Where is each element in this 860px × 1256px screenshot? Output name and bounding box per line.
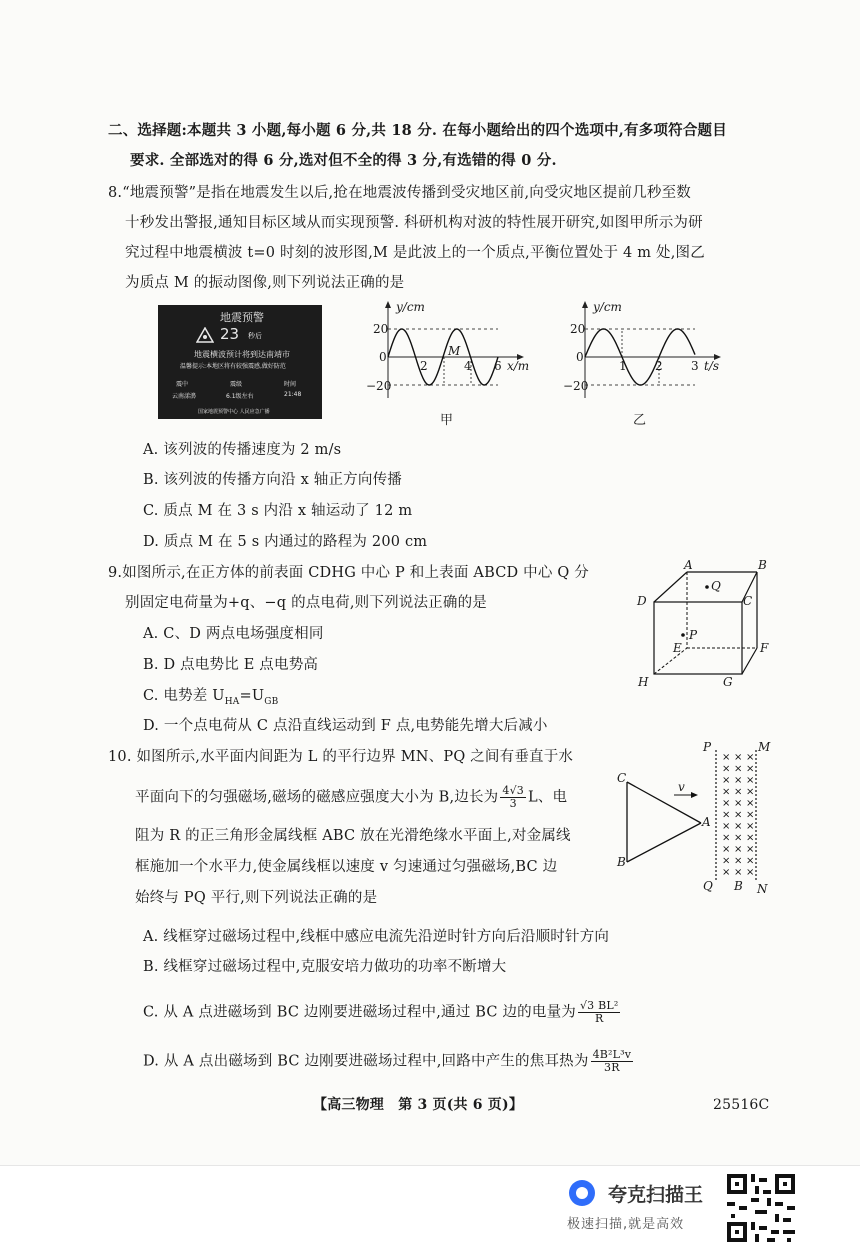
- field-x-mark: ×: [722, 809, 731, 821]
- alert-label-magnitude: 震级: [230, 381, 243, 388]
- field-x-mark: ×: [722, 867, 731, 878]
- q10-option-d-den: 3R: [604, 1061, 620, 1074]
- fig10-label-p: P: [703, 740, 712, 754]
- q8-line1: 8.“地震预警”是指在地震发生以后,抢在地震波传播到受灾地区前,向受灾地区提前几秒至数: [108, 185, 691, 201]
- yi-caption: 乙: [633, 413, 647, 428]
- field-marks: [722, 752, 754, 878]
- q10-line2b: L、电: [528, 789, 568, 806]
- q10-option-d-num: 4B²L³v: [592, 1048, 632, 1061]
- field-x-mark: ×: [734, 809, 743, 821]
- field-x-mark: ×: [734, 867, 743, 878]
- fig10-label-a: A: [702, 815, 711, 829]
- field-x-mark: ×: [722, 821, 731, 832]
- field-x-mark: ×: [734, 821, 743, 832]
- q9-option-c: [143, 686, 278, 712]
- q8-line4: 为质点 M 的振动图像,则下列说法正确的是: [125, 275, 405, 291]
- scanner-slogan: 极速扫描,就是高效: [567, 1217, 685, 1232]
- cube-point-q: [705, 585, 709, 589]
- fig10-label-c: C: [617, 771, 627, 785]
- q10-line5: 始终与 PQ 平行,则下列说法正确的是: [135, 890, 378, 906]
- magnetic-field-figure: [616, 740, 776, 890]
- q8-option-b: B. 该列波的传播方向沿 x 轴正方向传播: [143, 472, 402, 488]
- alert-seconds-unit: 秒后: [248, 332, 262, 340]
- fig10-label-q: Q: [703, 879, 713, 893]
- alert-value-time: 21:48: [284, 391, 302, 398]
- cube-label-q: Q: [711, 579, 721, 593]
- jia-xlabel: x/m: [507, 359, 530, 373]
- q10-option-c-den: R: [594, 1012, 604, 1025]
- jia-ytick-0: 0: [379, 350, 387, 364]
- quark-logo-inner: [576, 1187, 588, 1199]
- field-x-mark: ×: [722, 763, 731, 775]
- yi-xtick-3: 3: [691, 359, 699, 373]
- field-x-mark: ×: [722, 786, 731, 798]
- cube-figure: [645, 560, 775, 690]
- scanner-brand: 夸克扫描王: [608, 1184, 704, 1206]
- warning-icon: [196, 327, 214, 343]
- jia-ytick-20: 20: [373, 322, 389, 336]
- field-x-mark: ×: [734, 798, 743, 809]
- cube-label-b: B: [758, 558, 767, 572]
- jia-caption: 甲: [440, 413, 454, 428]
- yi-y-arrow: [582, 301, 588, 308]
- q9-option-b: B. D 点电势比 E 点电势高: [143, 657, 319, 673]
- yi-ytick-neg20: −20: [563, 379, 589, 393]
- alert-footer: 国家地震预警中心 人民应急广播: [198, 409, 270, 415]
- field-x-mark: ×: [722, 752, 731, 763]
- field-x-mark: ×: [746, 867, 755, 878]
- q8-line2: 十秒发出警报,通知目标区域从而实现预警. 科研机构对波的特性展开研究,如图甲所示为研: [125, 215, 703, 231]
- cube-label-h: H: [638, 675, 649, 689]
- field-x-mark: ×: [746, 855, 755, 867]
- field-x-mark: ×: [734, 775, 743, 786]
- triangle-side-ca: [627, 782, 701, 823]
- jia-xtick-4: 4: [464, 359, 472, 373]
- fig10-label-m: M: [758, 740, 771, 754]
- q9-option-c-text: C. 电势差 U: [143, 688, 225, 704]
- q8-line3: 究过程中地震横波 t=0 时刻的波形图,M 是此波上的一个质点,平衡位置处于 4 m 处,图乙: [125, 245, 705, 261]
- jia-point-m: M: [448, 344, 461, 358]
- field-x-mark: ×: [722, 855, 731, 867]
- alert-value-magnitude: 6.1级左右: [226, 393, 254, 400]
- cube-label-d: D: [637, 594, 647, 608]
- field-x-mark: ×: [734, 752, 743, 763]
- q10-option-d-text: D. 从 A 点出磁场到 BC 边刚要进磁场过程中,回路中产生的焦耳热为: [143, 1053, 589, 1070]
- field-x-mark: ×: [746, 809, 755, 821]
- cube-edge-gf: [742, 648, 757, 674]
- q10-option-c-num: √3 BL²: [579, 999, 619, 1012]
- cube-point-p: [681, 633, 685, 637]
- q8-option-c: C. 质点 M 在 3 s 内沿 x 轴运动了 12 m: [143, 503, 413, 519]
- section-header-line2: 要求. 全部选对的得 6 分,选对但不全的得 3 分,有选错的得 0 分.: [130, 152, 557, 169]
- jia-y-arrow: [385, 301, 391, 308]
- q10-option-c-text: C. 从 A 点进磁场到 BC 边刚要进磁场过程中,通过 BC 边的电量为: [143, 1004, 576, 1021]
- field-x-mark: ×: [746, 786, 755, 798]
- yi-xtick-2: 2: [655, 359, 663, 373]
- q10-option-d: [143, 1049, 635, 1074]
- field-x-mark: ×: [722, 798, 731, 809]
- yi-ytick-20: 20: [570, 322, 586, 336]
- q9-option-a: A. C、D 两点电场强度相同: [143, 626, 324, 642]
- triangle-side-ba: [627, 823, 701, 862]
- cube-label-c: C: [743, 594, 753, 608]
- fig10-label-n: N: [757, 882, 768, 896]
- q10-side-den: 3: [509, 797, 517, 810]
- q8-option-d: D. 质点 M 在 5 s 内通过的路程为 200 cm: [143, 534, 428, 550]
- q10-line4: 框施加一个水平力,使金属线框以速度 v 匀速通过匀强磁场,BC 边: [135, 859, 558, 875]
- q9-option-c-sub1: HA: [224, 696, 240, 707]
- cube-edge-da: [654, 572, 687, 602]
- field-x-mark: ×: [734, 855, 743, 867]
- fig10-label-v: v: [678, 780, 685, 794]
- jia-ytick-neg20: −20: [366, 379, 392, 393]
- yi-xtick-1: 1: [619, 359, 627, 373]
- alert-label-time: 时间: [284, 381, 297, 388]
- q9-line2: 别固定电荷量为+q、−q 的点电荷,则下列说法正确的是: [125, 595, 487, 611]
- yi-xlabel: t/s: [704, 359, 720, 373]
- cube-label-e: E: [673, 641, 682, 655]
- alert-value-epicenter: 云南漾濞: [172, 393, 197, 400]
- jia-xtick-6: 6: [494, 359, 502, 373]
- alert-line1: 地震横波预计将到达南靖市: [194, 350, 290, 359]
- page-footer: 【高三物理 第 3 页(共 6 页)】: [313, 1097, 524, 1113]
- section-header-line1: 二、选择题:本题共 3 小题,每小题 6 分,共 18 分. 在每小题给出的四个选项中,有多项符合题目: [108, 122, 727, 139]
- cube-hidden-he: [654, 648, 687, 674]
- q10-side-fraction: [500, 785, 526, 810]
- q8-option-a: A. 该列波的传播速度为 2 m/s: [143, 442, 342, 458]
- q10-line3: 阻为 R 的正三角形金属线框 ABC 放在光滑绝缘水平面上,对金属线: [135, 828, 571, 844]
- cube-label-a: A: [684, 558, 693, 572]
- field-x-mark: ×: [746, 821, 755, 832]
- field-x-mark: ×: [746, 798, 755, 809]
- field-x-mark: ×: [746, 775, 755, 786]
- q10-option-c-fraction: [578, 1000, 621, 1025]
- fig10-label-b: B: [617, 855, 626, 869]
- q9-option-d: D. 一个点电荷从 C 点沿直线运动到 F 点,电势能先增大后减小: [143, 718, 548, 734]
- q10-option-c: [143, 1000, 622, 1025]
- q9-option-c-mid: =U: [239, 688, 265, 704]
- q10-line2: [135, 785, 567, 810]
- velocity-arrowhead: [691, 792, 698, 798]
- q10-line1: 10. 如图所示,水平面内间距为 L 的平行边界 MN、PQ 之间有垂直于水: [108, 749, 574, 765]
- alert-line2: 温馨提示:本地区将有较强震感,做好防范: [180, 363, 286, 370]
- q10-option-b: B. 线框穿过磁场过程中,克服安培力做功的功率不断增大: [143, 959, 507, 975]
- yi-ylabel: y/cm: [593, 300, 622, 314]
- field-x-mark: ×: [722, 844, 731, 855]
- field-x-mark: ×: [746, 752, 755, 763]
- field-x-mark: ×: [734, 763, 743, 775]
- q10-option-d-fraction: [591, 1049, 634, 1074]
- alert-label-epicenter: 震中: [176, 381, 189, 388]
- cube-label-g: G: [723, 675, 733, 689]
- q9-line1: 9.如图所示,在正方体的前表面 CDHG 中心 P 和上表面 ABCD 中心 Q 分: [108, 565, 589, 581]
- q10-option-a: A. 线框穿过磁场过程中,线框中感应电流先沿逆时针方向后沿顺时针方向: [143, 929, 610, 945]
- field-x-mark: ×: [746, 763, 755, 775]
- alert-seconds: 23: [220, 325, 240, 343]
- q9-option-c-sub2: GB: [264, 696, 279, 707]
- field-x-mark: ×: [746, 832, 755, 844]
- paper-code: 25516C: [713, 1097, 770, 1113]
- jia-ylabel: y/cm: [396, 300, 425, 314]
- field-x-mark: ×: [722, 832, 731, 844]
- q10-line2a: 平面向下的匀强磁场,磁场的磁感应强度大小为 B,边长为: [135, 789, 499, 806]
- field-x-mark: ×: [734, 832, 743, 844]
- field-x-mark: ×: [734, 844, 743, 855]
- cube-label-f: F: [760, 641, 769, 655]
- fig10-label-b-field: B: [734, 879, 743, 893]
- earthquake-alert-photo: [158, 305, 322, 419]
- yi-ytick-0: 0: [576, 350, 584, 364]
- q10-side-num: 4√3: [502, 784, 524, 797]
- field-x-mark: ×: [722, 775, 731, 786]
- cube-label-p: P: [689, 628, 698, 642]
- field-x-mark: ×: [746, 844, 755, 855]
- field-x-mark: ×: [734, 786, 743, 798]
- qr-code-icon[interactable]: [727, 1174, 795, 1242]
- alert-title: 地震预警: [220, 311, 264, 324]
- jia-xtick-2: 2: [420, 359, 428, 373]
